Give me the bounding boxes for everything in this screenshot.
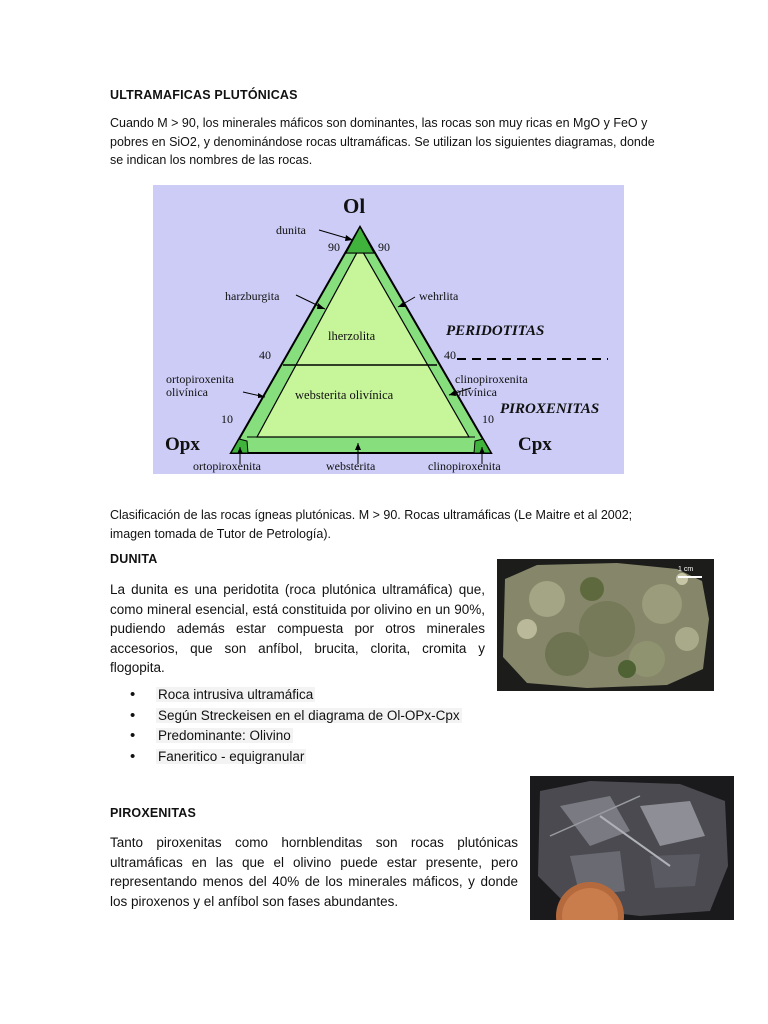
apex-label-cpx: Cpx [518, 434, 552, 455]
label-line: ortopiroxenita [166, 372, 234, 386]
piroxenita-rock-image [530, 776, 734, 920]
dunita-rock-image [497, 559, 714, 691]
list-item [130, 726, 462, 747]
bullet-text: Predominante: Olivino [158, 728, 291, 743]
field-label-lherzolita: lherzolita [328, 329, 376, 343]
label-piroxenitas: PIROXENITAS [500, 401, 600, 417]
tick-10-right: 10 [482, 412, 494, 426]
piroxenita-photo [530, 776, 734, 920]
label-harzburgita: harzburgita [225, 289, 280, 303]
bullet-text: Faneritico - equigranular [158, 748, 305, 764]
label-clinopiroxenita-olivinica [455, 373, 528, 399]
tick-90-right: 90 [378, 240, 390, 254]
field-label-websterita-olivinica: websterita olivínica [295, 388, 394, 402]
intro-paragraph: Cuando M > 90, los minerales máficos son dominantes, las rocas son muy ricas en MgO y FeO y pobres en SiO2, y denominándose rocas ultramáficas. Se utilizan los siguientes diagramas, donde se indican los nombres de las rocas. [110, 116, 655, 167]
label-line: clinopiroxenita [455, 372, 528, 386]
diagram-caption: Clasificación de las rocas ígneas plutónicas. M > 90. Rocas ultramáficas (Le Maitre et al 2002; imagen tomada de Tutor de Petrología). [110, 508, 633, 541]
label-websterita: websterita [326, 459, 376, 473]
list-item [130, 706, 462, 727]
photo-scale-bar [678, 576, 702, 578]
label-ortopiroxenita: ortopiroxenita [193, 459, 261, 473]
section-heading-piroxenitas: PIROXENITAS [110, 806, 197, 820]
label-line: olivínica [166, 385, 208, 399]
classification-diagram [153, 185, 624, 474]
label-peridotitas: PERIDOTITAS [446, 323, 545, 339]
label-ortopiroxenita-olivinica [166, 373, 234, 399]
dunita-paragraph: La dunita es una peridotita (roca plutónica ultramáfica) que, como mineral esencial, está constituida por olivino en un 90%, pudiendo además estar compuesta por otros minerales accesorios, que son anfíbol, brucita, clorita, cromita y flogopita. [110, 582, 485, 675]
section-heading-dunita: DUNITA [110, 552, 158, 566]
label-line: olivínica [455, 385, 497, 399]
ternary-diagram-svg [153, 185, 624, 474]
bullet-text: Roca intrusiva ultramáfica [158, 687, 314, 702]
apex-label-opx: Opx [165, 434, 200, 455]
section-heading-ultramaficas: ULTRAMAFICAS PLUTÓNICAS [110, 88, 298, 102]
tick-90-left: 90 [328, 240, 340, 254]
label-clinopiroxenita: clinopiroxenita [428, 459, 501, 473]
photo-scale-label: 1 cm [678, 566, 694, 573]
bullet-text: Según Streckeisen en el diagrama de Ol-OPx-Cpx [158, 707, 460, 723]
tick-10-left: 10 [221, 412, 233, 426]
dunita-bullet-list [130, 685, 462, 767]
tick-40-left: 40 [259, 348, 271, 362]
apex-label-ol: Ol [343, 194, 366, 218]
dunita-photo [497, 559, 714, 691]
piroxenitas-paragraph: Tanto piroxenitas como hornblenditas son rocas plutónicas ultramáficas en las que el olivino puede estar presente, pero representando menos del 40% de los minerales máficos, y donde los piroxenos y el anfíbol son fases abundantes. [110, 835, 518, 909]
tick-40-right: 40 [444, 348, 456, 362]
label-dunita: dunita [276, 223, 306, 237]
list-item [130, 747, 462, 768]
label-wehrlita: wehrlita [419, 289, 459, 303]
list-item [130, 685, 462, 706]
